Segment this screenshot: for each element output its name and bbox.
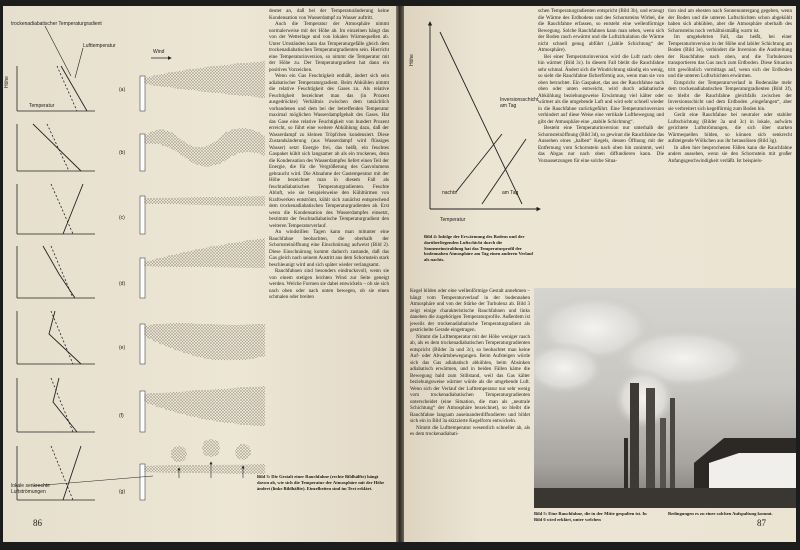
page-number-right: 87 xyxy=(757,518,766,528)
left-page xyxy=(3,6,396,542)
smokestack-photo xyxy=(534,288,796,508)
paragraph: Rauchfahnen sind besonders eindrucksvoll, wenn sie von einem stetigen leichten Wind zur Seite geneigt werden. Welche Formen sie dabei entwickeln – ob sie sich nach oben oder nach unten bewegen, ob sie einen schmalen oder breiten xyxy=(269,268,389,300)
panel-f xyxy=(17,378,265,432)
label-air-temperature: Lufttemperatur xyxy=(83,43,116,49)
right-text-column-bottom xyxy=(410,288,530,508)
panel-b xyxy=(17,124,265,171)
panel-letter-b: (b) xyxy=(119,150,126,156)
panel-letter-e: (e) xyxy=(119,345,126,351)
label-temperature: Temperatur xyxy=(440,217,466,223)
paragraph: Entspricht der Temperaturverlauf in Bodennähe mehr dem trockenadiabatischen Temperaturgradienten (Bild 3f), so bleibt die Rauchfahne gleichfalls zwischen der Inversionsschicht und dem Erdboden „eingefangen“, aber sie verbreitert sich kegelförmig zum Boden hin. xyxy=(668,79,792,112)
paragraph: deutet an, daß bei der Temperaturänderung keine Kondensation von Wasserdampf zu Wasser auftritt. xyxy=(269,8,389,21)
paragraph: Nimmt die Lufttemperatur wesentlich schneller ab, als es dem trockenadiabati- xyxy=(410,424,530,437)
paragraph: Besteht eine Temperaturinversion nur unterhalb der Schornsteinöffnung (Bild 3d), so gewinnt die Rauchfahne das Aussehen eines „halben“ Kegels, dessen Öffnung mit der Entfernung vom Schornstein nach oben hin zunimmt, weil das Abgas nur nach oben diffundieren kann. Die Voraussetzungen für eine solche Situa- xyxy=(538,125,664,164)
label-inversion: Inversionsschicht am Tag xyxy=(500,97,539,109)
paragraph: schen Temperaturgradienten entspricht (Bild 3b), und erzeugt die Wärme des Erdbodens und des Schornsteins Wirbel, die die Rauchfahne erfassen, so entsteht eine wellenförmige Bewegung. Solche Rauchfahnen kann man sehen, wenn sich der Boden rasch erwärmt und die Luftzirkulation die Wärme nicht schnell genug abführt („labile Schichtung“ der Atmosphäre). xyxy=(538,8,664,53)
label-temperature: Temperatur xyxy=(29,103,55,109)
left-text-column xyxy=(269,8,389,468)
panel-d xyxy=(17,238,265,298)
plume-diagram xyxy=(3,6,273,506)
right-page xyxy=(404,6,796,542)
paragraph: Wenn ein Gas Feuchtigkeit enthält, ändert sich sein adiabatischer Temperaturgradient. Beim Abkühlen nimmt die relative Feuchtigkeit des Gases zu. Als relative Feuchtigkeit bezeichnet man das (in Prozent ausgedrückte) Verhältnis zwischen dem tatsächlich vorhandenen und dem bei der betreffenden Temperatur maximal möglichen Wasserdampfgehalt des Gases. Hat das Gase eine relative Feuchtigkeit von hundert Prozent erreicht, so führt eine weitere Abkühlung dazu, daß der Wasserdampf zu kleinen Tröpfchen kondensiert. Diese Zustandsänderung (aus Wasserdampf wird flüssiges Wasser) setzt Energie frei, das heißt, ein feuchtes Gaspaket kühlt sich langsamer ab als ein trockenes, denn die Kondensation des Wasserdampfes liefert einen Teil der Energie, die für die Vergrößerung des Gasvolumens gebraucht wird. Die Abnahme der Gastemperatur mit der Höhe bezeichnet man in diesem Fall als feuchtadiabatischen Temperaturgradienten. Feuchte Abluft, wie sie beispielsweise den Kühltürmen von Kraftwerken entströmt, kühlt sich zunächst entsprechend dem trockenadiabatischen Temperaturgradienten ab. Erst wenn die Kondensation des Wasserdampfes einsetzt, bestimmt der feuchtadiabatische Temperaturgradient den weiteren Temperaturverlauf. xyxy=(269,73,389,229)
book-gutter xyxy=(396,6,404,542)
right-text-column-2 xyxy=(668,8,792,284)
panel-letter-g: (g) xyxy=(119,489,126,495)
panel-e xyxy=(17,311,265,364)
panel-letter-c: (c) xyxy=(119,215,125,221)
label-vertical-flow: lokale senkrechte Luftströmungen xyxy=(11,483,50,495)
label-height: Höhe xyxy=(409,54,415,66)
label-night: nachts xyxy=(442,190,457,196)
panel-c xyxy=(17,184,265,234)
label-adiabatic-gradient: trockenadiabatischer Temperaturgradient xyxy=(11,21,102,27)
caption-figure-3: Bild 3: Die Gestalt einer Rauchfahne (rechte Bildhälfte) hängt davon ab, wie sich die Temperatur der Atmosphäre mit der Höhe ändert (linke Bildhälfte). Einzelheiten sind im Text erklärt. xyxy=(257,474,385,491)
paragraph: Kegel bilden oder eine wellenförmige Gestalt annehmen – hängt vom Temperaturverlauf in der bodennahen Atmosphäre und von der Stärke der Turbulenz ab. Bild 3 zeigt einige charakteristische Rauchfahnen und links daneben die zugehörigen Temperaturprofile. Außerdem ist jeweils der trockenadiabatische Temperaturgradient als gestrichelte Gerade eingetragen. xyxy=(410,288,530,333)
panel-letter-f: (f) xyxy=(119,413,124,419)
label-wind: Wind xyxy=(153,49,165,55)
panel-letter-d: (d) xyxy=(119,281,126,287)
panel-letter-a: (a) xyxy=(119,87,126,93)
paragraph: An windstillen Tagen kann man mitunter eine Rauchfahne beobachten, die oberhalb der Schornsteinöffnung eine Einschnürung aufweist (Bild 2). Diese Einschnürung kommt dadurch zustande, daß das Gas gleich nach seinem Austritt aus dem Schornstein stark beschleunigt wird und sich später wieder verlangsamt. xyxy=(269,229,389,268)
right-text-column-1 xyxy=(538,8,664,284)
label-day: am Tag xyxy=(502,190,519,196)
paragraph: Auch die Temperatur der Atmosphäre nimmt normalerweise mit der Höhe ab. Im einzelnen hängt das von der Wetterlage und von lokalen Wärmequellen ab. Unter Umständen kann das Temperaturgefälle gleich dem trockenadiabatischen Temperaturgradienten sein. Hierricht eine Temperaturinversion, so nimmt die Temperatur mit der Höhe zu. Der Temperaturgradient hat dann ein positives Vorzeichen. xyxy=(269,21,389,73)
page-number-left: 86 xyxy=(33,518,42,528)
paragraph: tion sind am ehesten nach Sonnenuntergang gegeben, wenn der Boden und die unteren Luftschichten schon abgekühlt haben sich abkühlen, aber die Atmosphäre oberhalb des Schornsteins noch verhältnismäßig warm ist. xyxy=(668,8,792,34)
label-height: Höhe xyxy=(4,76,10,88)
caption-figure-6: Bedingungen es zu einer solchen Aufspaltung kommt. xyxy=(668,511,773,516)
paragraph: Nimmt die Lufttemperatur mit der Höhe weniger rasch ab, als es dem trockenadiabatischen Temperaturgradienten entspricht (Bilder 3a und 3c), so beobachtet man keine Auf- oder Abwärtsbewegungen. Beim Aufsteigen würde sich das Gas adiabatisch abkühlen, beim Absinken adiabatisch erwärmen, und in beiden Fällen käme die Bewegung bald zum Stillstand, weil das Gas kälter beziehungsweise wärmer würde als die umgebende Luft. Wenn sich der Verlauf der Lufttemperatur nur sehr wenig vom trockenadiabatischen Temperaturgradienten unterscheidet (eine Situation, die man als „neutrale Schichtung“ der Atmosphäre bezeichnet), so bleibt die Rauchfahne langsam auseinanderdiffundieren und bildet sich ein in Bild 3a skizzierte Kegelform entwickeln. xyxy=(410,333,530,424)
paragraph: Gerät eine Rauchfahne bei neutraler oder stabiler Luftschichtung (Bilder 3a und 3c) in lokale, aufwärts gerichtete Luftströmungen, die sich über starken Wärmequellen bilden, so können sich senkrecht aufsteigende Wölkchen aus ihr herauslösen (Bild 3g). xyxy=(668,112,792,144)
caption-figure-5: Bild 5: Eine Rauchfahne, die in der Mitte gespalten ist. In Bild 6 wird erklärt, unter welchen xyxy=(534,511,647,522)
inversion-diagram xyxy=(410,14,550,224)
caption-figure-4: Bild 4: Infolge der Erwärmung des Bodens und der darüberliegenden Luftschicht durch die Sonneneinstrahlung hat das Temperaturprofil der bodennahen Atmosphäre am Tag einen anderen Verlauf als nachts. xyxy=(424,234,534,263)
paragraph: In allen hier besprochenen Fällen kann die Rauchfahne anders aussehen, wenn sie den Schornstein mit großer Anfangsgeschwindigkeit verläßt. Ist beispiels- xyxy=(668,144,792,164)
paragraph: Bei einer Temperaturinversion wird die Luft nach oben hin wärmer (Bild 3c). In diesem Fall bleibt die Rauchfahne sehr schmal. Ändert sich die Windrichtung ständig ein wenig, so sieht die Rauchfahne fächerförmig aus, wenn man sie von oben betrachtet. Ein Gaspaket, das aus der Rauchfahne nach oben oder unten entweicht, wird durch adiabatische Abkühlung beziehungsweise Erwärmung viel kälter oder wärmer als die umgebende Luft und wird sehr schnell wieder in die Rauchfahne zurückgeführt. Eine Temperaturinversion verhindert auf diese Weise eine vertikale Luftbewegung und gibt der Atmosphäre eine „stabile Schichtung“. xyxy=(538,53,664,125)
paragraph: Im umgekehrten Fall, das heißt, bei einer Temperaturinversion in der Höhe und labiler Schichtung am Boden (Bild 3e), verhindert die Inversion die Ausbreitung der Rauchfahne nach oben, und die Turbulenzen transportieren das Gas rasch zum Erdboden. Diese Situation tritt gewöhnlich vormittags auf, wenn sich der Erdboden und die unteren Luftschichten erwärmen. xyxy=(668,34,792,79)
